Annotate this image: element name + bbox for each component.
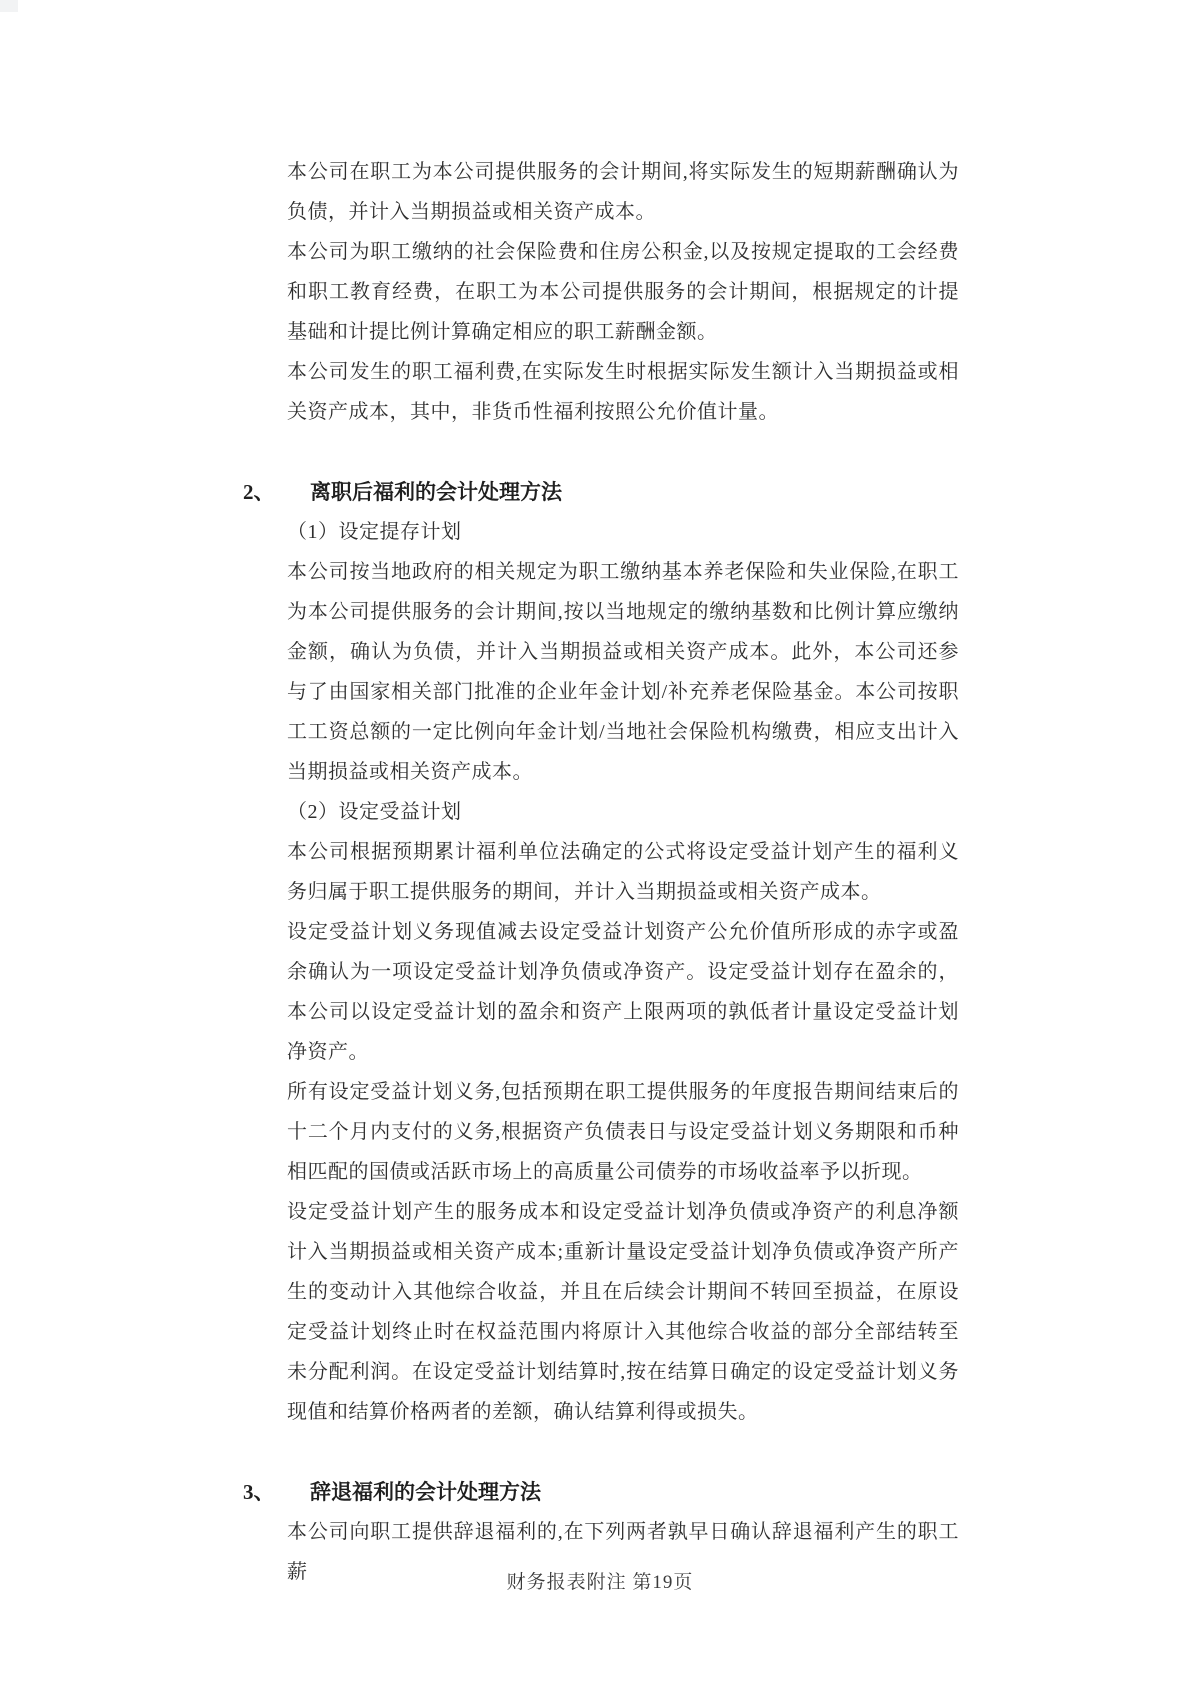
intro-paragraph-2: 本公司为职工缴纳的社会保险费和住房公积金,以及按规定提取的工会经费和职工教育经费，在职工为本公司提供服务的会计期间，根据规定的计提基础和计提比例计算确定相应的职工薪酬金额。: [287, 241, 959, 343]
section-heading-3: [243, 1472, 959, 1512]
scan-artifact: [0, 0, 18, 12]
paragraph-defined-benefit-3: 所有设定受益计划义务,包括预期在职工提供服务的年度报告期间结束后的十二个月内支付的义务,根据资产负债表日与设定受益计划义务期限和币种相匹配的国债或活跃市场上的高质量公司债券的市场收益率予以折现。: [287, 1081, 959, 1183]
section-title: 离职后福利的会计处理方法: [310, 480, 562, 504]
intro-paragraph-3: 本公司发生的职工福利费,在实际发生时根据实际发生额计入当期损益或相关资产成本，其中，非货币性福利按照公允价值计量。: [287, 361, 959, 423]
section-heading-2: [243, 472, 959, 512]
section-number: 3、: [243, 1480, 275, 1504]
paragraph-defined-benefit-4: 设定受益计划产生的服务成本和设定受益计划净负债或净资产的利息净额计入当期损益或相关资产成本;重新计量设定受益计划净负债或净资产所产生的变动计入其他综合收益，并且在后续会计期间不转回至损益，在原设定受益计划终止时在权益范围内将原计入其他综合收益的部分全部结转至未分配利润。在设定受益计划结算时,按在结算日确定的设定受益计划义务现值和结算价格两者的差额，确认结算利得或损失。: [287, 1201, 959, 1423]
subitem-defined-contribution-plan: （1）设定提存计划: [287, 521, 462, 543]
section-number: 2、: [243, 480, 275, 504]
paragraph-termination-benefits: 本公司向职工提供辞退福利的,在下列两者孰早日确认辞退福利产生的职工薪: [287, 1521, 959, 1583]
page-footer: 财务报表附注 第19页: [506, 1572, 694, 1593]
page-content: [243, 152, 959, 1592]
paragraph-defined-contribution: 本公司按当地政府的相关规定为职工缴纳基本养老保险和失业保险,在职工为本公司提供服务的会计期间,按以当地规定的缴纳基数和比例计算应缴纳金额，确认为负债，并计入当期损益或相关资产成本。此外，本公司还参与了由国家相关部门批准的企业年金计划/补充养老保险基金。本公司按职工工资总额的一定比例向年金计划/当地社会保险机构缴费，相应支出计入当期损益或相关资产成本。: [287, 561, 959, 783]
paragraph-defined-benefit-2: 设定受益计划义务现值减去设定受益计划资产公允价值所形成的赤字或盈余确认为一项设定受益计划净负债或净资产。设定受益计划存在盈余的，本公司以设定受益计划的盈余和资产上限两项的孰低者计量设定受益计划净资产。: [287, 921, 959, 1063]
section-title: 辞退福利的会计处理方法: [310, 1480, 541, 1504]
paragraph-defined-benefit-1: 本公司根据预期累计福利单位法确定的公式将设定受益计划产生的福利义务归属于职工提供服务的期间，并计入当期损益或相关资产成本。: [287, 841, 959, 903]
subitem-defined-benefit-plan: （2）设定受益计划: [287, 801, 462, 823]
intro-paragraph-1: 本公司在职工为本公司提供服务的会计期间,将实际发生的短期薪酬确认为负债，并计入当期损益或相关资产成本。: [287, 161, 959, 223]
